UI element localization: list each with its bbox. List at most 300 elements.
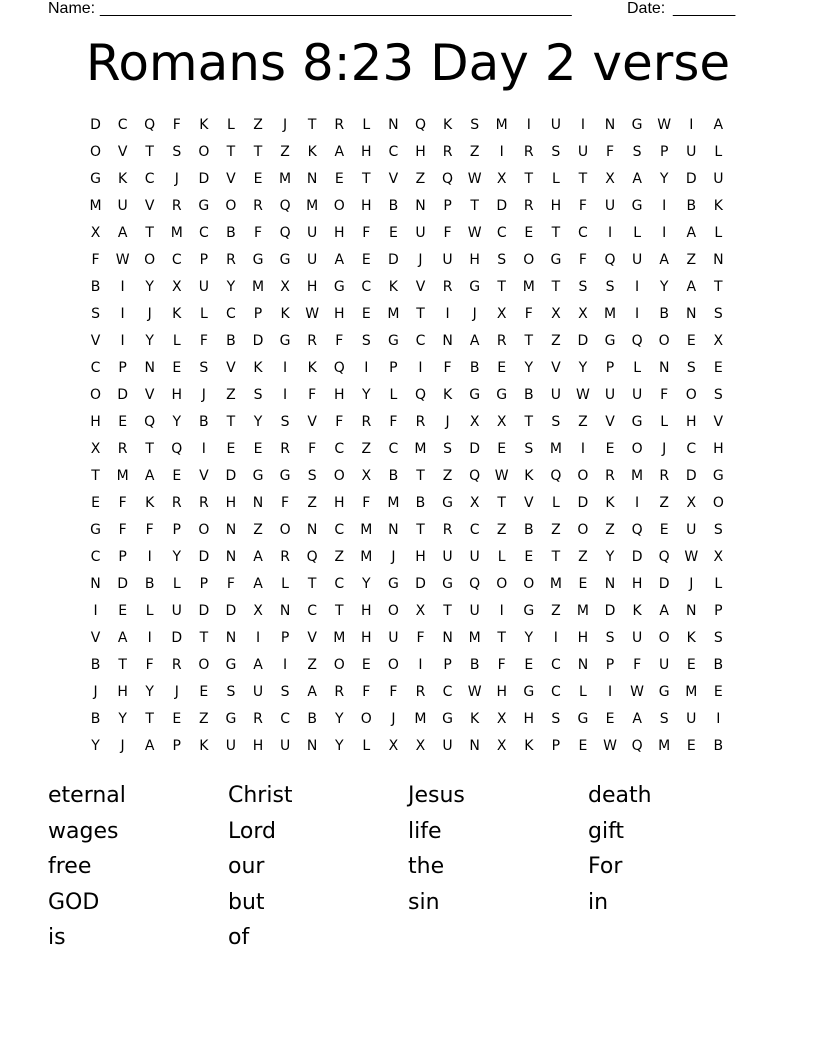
grid-letter: N [279, 603, 291, 619]
grid-letter: W [494, 468, 509, 484]
grid-letter: N [144, 360, 155, 376]
grid-letter: O [198, 657, 210, 673]
grid-letter: T [199, 630, 209, 646]
word-row [48, 849, 768, 885]
grid-letter: J [445, 414, 450, 430]
grid-letter: I [662, 225, 667, 241]
grid-letter: B [713, 738, 724, 754]
grid-letter: J [283, 117, 288, 133]
grid-row [82, 652, 732, 679]
word-list-item: is [48, 925, 66, 951]
grid-letter: F [660, 387, 669, 403]
grid-letter: V [551, 360, 561, 376]
grid-letter: E [199, 684, 209, 700]
grid-letter: G [252, 468, 264, 484]
grid-letter: Z [415, 171, 426, 187]
grid-letter: B [388, 468, 399, 484]
grid-letter: W [657, 117, 672, 133]
grid-letter: E [713, 684, 723, 700]
grid-letter: H [225, 495, 237, 511]
grid-letter: R [226, 252, 236, 268]
grid-letter: C [578, 225, 588, 241]
grid-row [82, 166, 732, 193]
grid-letter: Z [686, 252, 697, 268]
grid-letter: A [686, 279, 697, 295]
grid-letter: N [686, 603, 697, 619]
grid-letter: G [631, 117, 643, 133]
grid-letter: R [171, 657, 182, 673]
grid-letter: Y [145, 333, 154, 349]
grid-letter: E [713, 360, 723, 376]
grid-letter: U [686, 522, 697, 538]
grid-letter: U [279, 738, 291, 754]
grid-letter: H [415, 549, 426, 565]
grid-letter: J [201, 387, 206, 403]
grid-letter: E [226, 441, 236, 457]
grid-row [82, 679, 732, 706]
grid-letter: I [716, 711, 721, 727]
grid-letter: O [198, 522, 210, 538]
grid-letter: Q [414, 117, 426, 133]
grid-letter: H [117, 684, 128, 700]
grid-letter: M [522, 279, 535, 295]
grid-letter: C [280, 711, 290, 727]
grid-row [82, 301, 732, 328]
grid-letter: J [120, 738, 125, 754]
grid-letter: K [388, 279, 398, 295]
grid-letter: K [307, 360, 317, 376]
grid-letter: Y [578, 360, 588, 376]
grid-letter: G [225, 657, 237, 673]
grid-letter: X [496, 414, 507, 430]
grid-letter: U [307, 252, 318, 268]
grid-letter: E [361, 657, 371, 673]
grid-letter: K [145, 495, 155, 511]
grid-letter: H [361, 630, 372, 646]
grid-letter: O [144, 252, 156, 268]
grid-letter: Z [226, 387, 236, 403]
grid-letter: B [144, 576, 155, 592]
grid-letter: U [631, 387, 643, 403]
grid-letter: G [198, 198, 210, 214]
grid-letter: H [171, 387, 183, 403]
word-list-item: Jesus [408, 783, 465, 808]
grid-row [82, 706, 732, 733]
grid-letter: R [280, 441, 290, 457]
grid-letter: E [686, 657, 696, 673]
grid-letter: X [713, 333, 724, 349]
grid-letter: W [305, 306, 320, 322]
grid-letter: R [280, 549, 290, 565]
grid-letter: T [362, 171, 371, 187]
grid-letter: F [389, 684, 398, 700]
grid-letter: M [414, 711, 427, 727]
grid-letter: Y [524, 630, 534, 646]
grid-letter: Y [334, 738, 344, 754]
grid-letter: F [605, 144, 615, 160]
grid-letter: Q [550, 468, 562, 484]
grid-letter: A [659, 252, 669, 268]
word-list-item: sin [408, 889, 440, 915]
grid-letter: M [495, 117, 508, 133]
grid-letter: N [604, 117, 616, 133]
grid-letter: T [226, 144, 236, 160]
grid-letter: X [253, 603, 263, 619]
grid-letter: M [576, 603, 589, 619]
grid-letter: S [91, 306, 100, 322]
date-field[interactable]: _______ [673, 0, 736, 17]
grid-letter: Z [199, 711, 209, 727]
grid-letter: J [662, 441, 667, 457]
grid-letter: I [526, 117, 531, 133]
grid-letter: H [469, 252, 480, 268]
grid-letter: V [199, 468, 209, 484]
grid-letter: C [469, 522, 480, 538]
grid-letter: E [361, 306, 371, 322]
grid-letter: O [360, 711, 372, 727]
grid-letter: O [631, 441, 643, 457]
grid-letter: V [226, 171, 236, 187]
grid-letter: T [226, 414, 236, 430]
grid-letter: G [387, 576, 399, 592]
grid-row [82, 220, 732, 247]
grid-letter: R [253, 711, 263, 727]
grid-letter: B [415, 495, 426, 511]
word-list-item: eternal [48, 783, 126, 808]
grid-letter: U [659, 657, 670, 673]
grid-letter: I [499, 144, 504, 160]
grid-letter: O [333, 657, 345, 673]
grid-letter: Y [659, 171, 669, 187]
grid-letter: I [607, 225, 613, 241]
grid-letter: J [391, 711, 396, 727]
word-list-item: Christ [228, 783, 293, 808]
name-field[interactable]: _____________________________________________________ [100, 0, 572, 17]
grid-row [82, 490, 732, 517]
grid-letter: G [442, 576, 453, 592]
grid-letter: X [280, 279, 290, 295]
grid-letter: M [549, 441, 562, 457]
grid-row [82, 598, 732, 625]
grid-letter: X [496, 306, 507, 322]
grid-letter: D [90, 117, 101, 133]
grid-letter: D [117, 387, 128, 403]
grid-letter: H [361, 198, 372, 214]
grid-letter: Y [524, 360, 534, 376]
grid-letter: I [147, 549, 152, 565]
grid-letter: D [252, 333, 264, 349]
grid-letter: J [147, 306, 152, 322]
grid-letter: D [415, 576, 426, 592]
grid-letter: K [713, 198, 723, 214]
grid-letter: M [658, 738, 671, 754]
grid-letter: I [662, 198, 667, 214]
grid-letter: Z [334, 549, 345, 565]
grid-letter: T [524, 414, 534, 430]
grid-letter: F [443, 225, 452, 241]
grid-letter: M [360, 549, 373, 565]
grid-letter: R [496, 333, 507, 349]
grid-row [82, 625, 732, 652]
grid-letter: T [524, 333, 534, 349]
grid-letter: Y [362, 387, 371, 403]
grid-letter: S [226, 684, 236, 700]
grid-letter: B [90, 657, 101, 673]
word-list-item: in [588, 889, 609, 915]
word-list-item: our [228, 854, 265, 880]
grid-letter: O [225, 198, 237, 214]
grid-letter: M [468, 630, 481, 646]
grid-letter: V [117, 144, 128, 160]
grid-letter: H [415, 144, 426, 160]
grid-letter: G [442, 495, 453, 511]
grid-row [82, 328, 732, 355]
grid-letter: T [497, 630, 506, 646]
grid-letter: S [470, 117, 480, 133]
grid-letter: F [226, 576, 235, 592]
grid-letter: I [607, 684, 613, 700]
grid-letter: A [632, 171, 642, 187]
word-row [48, 778, 768, 814]
grid-letter: F [199, 333, 208, 349]
grid-letter: S [280, 414, 290, 430]
grid-letter: Q [414, 387, 426, 403]
grid-letter: D [388, 252, 399, 268]
grid-letter: P [443, 198, 452, 214]
grid-letter: D [171, 630, 183, 646]
grid-letter: T [416, 468, 425, 484]
grid-letter: G [90, 171, 101, 187]
grid-letter: H [577, 630, 589, 646]
grid-letter: Q [631, 333, 643, 349]
grid-letter: K [524, 738, 534, 754]
grid-letter: S [361, 333, 371, 349]
grid-letter: E [172, 711, 182, 727]
grid-letter: G [442, 711, 453, 727]
grid-letter: B [226, 225, 236, 241]
grid-letter: T [416, 306, 425, 322]
grid-letter: L [714, 576, 723, 592]
grid-letter: U [252, 684, 264, 700]
grid-letter: H [523, 711, 535, 727]
grid-letter: K [199, 738, 209, 754]
grid-letter: A [713, 117, 724, 133]
grid-letter: T [145, 711, 154, 727]
grid-letter: F [524, 306, 533, 322]
grid-letter: W [467, 684, 482, 700]
grid-letter: J [689, 576, 694, 592]
grid-letter: K [524, 468, 534, 484]
grid-letter: S [578, 279, 588, 295]
grid-letter: U [171, 603, 182, 619]
grid-letter: X [469, 495, 480, 511]
grid-letter: B [469, 360, 480, 376]
grid-letter: O [333, 468, 345, 484]
grid-letter: C [307, 603, 318, 619]
grid-letter: Z [307, 495, 317, 511]
grid-letter: D [577, 495, 589, 511]
grid-letter: E [334, 171, 344, 187]
grid-letter: G [90, 522, 101, 538]
grid-letter: A [632, 711, 642, 727]
grid-letter: Y [145, 279, 154, 295]
grid-letter: I [201, 441, 206, 457]
word-list-item: GOD [48, 889, 100, 915]
grid-letter: J [174, 684, 179, 700]
grid-letter: O [658, 630, 670, 646]
grid-letter: Y [659, 279, 669, 295]
grid-letter: V [524, 495, 534, 511]
grid-letter: Z [578, 414, 588, 430]
grid-letter: X [496, 171, 507, 187]
grid-letter: E [686, 333, 696, 349]
grid-letter: B [388, 198, 399, 214]
grid-letter: R [198, 495, 209, 511]
grid-letter: Y [172, 414, 182, 430]
grid-letter: X [90, 441, 101, 457]
grid-letter: U [550, 387, 561, 403]
grid-letter: K [172, 306, 182, 322]
grid-letter: P [659, 144, 669, 160]
grid-letter: M [251, 279, 265, 295]
grid-letter: P [389, 360, 398, 376]
grid-letter: I [120, 333, 125, 349]
grid-letter: A [253, 549, 263, 565]
grid-letter: G [387, 333, 399, 349]
grid-letter: R [361, 414, 372, 430]
grid-letter: P [443, 657, 452, 673]
grid-letter: L [199, 306, 208, 322]
grid-letter: T [145, 225, 154, 241]
grid-row [82, 409, 732, 436]
grid-letter: S [632, 144, 642, 160]
grid-letter: G [252, 252, 264, 268]
grid-letter: L [714, 144, 723, 160]
grid-letter: O [496, 576, 508, 592]
grid-letter: L [579, 684, 587, 700]
grid-letter: F [633, 657, 642, 673]
grid-letter: T [497, 495, 506, 511]
grid-letter: U [604, 387, 616, 403]
grid-letter: X [686, 495, 697, 511]
word-list-item: For [588, 854, 623, 880]
grid-letter: Z [442, 468, 453, 484]
grid-letter: L [714, 225, 723, 241]
grid-letter: O [333, 198, 345, 214]
grid-letter: E [91, 495, 100, 511]
grid-letter: V [307, 414, 317, 430]
grid-letter: U [415, 225, 426, 241]
grid-letter: G [712, 468, 724, 484]
grid-letter: U [388, 630, 399, 646]
grid-letter: I [635, 279, 640, 295]
grid-letter: A [253, 576, 263, 592]
grid-letter: E [578, 576, 588, 592]
grid-letter: P [118, 549, 127, 565]
grid-letter: C [415, 333, 426, 349]
grid-letter: B [307, 711, 317, 727]
grid-letter: S [551, 414, 561, 430]
grid-letter: B [713, 657, 724, 673]
grid-letter: W [467, 171, 482, 187]
name-label: Name: [48, 0, 96, 17]
word-row [48, 920, 768, 956]
grid-letter: G [550, 252, 562, 268]
grid-row [82, 355, 732, 382]
grid-letter: M [603, 306, 617, 322]
grid-letter: T [253, 144, 263, 160]
word-list-item: wages [48, 818, 119, 844]
grid-letter: T [551, 279, 561, 295]
grid-letter: D [496, 198, 508, 214]
grid-row [82, 247, 732, 274]
grid-letter: H [550, 198, 562, 214]
grid-letter: H [713, 441, 724, 457]
grid-letter: S [172, 144, 182, 160]
grid-letter: X [605, 171, 615, 187]
grid-letter: N [415, 198, 426, 214]
grid-letter: I [418, 657, 423, 673]
grid-letter: E [172, 360, 182, 376]
grid-letter: W [467, 225, 482, 241]
grid-letter: A [117, 225, 128, 241]
grid-letter: I [635, 306, 640, 322]
grid-letter: F [253, 225, 263, 241]
grid-letter: N [388, 117, 399, 133]
grid-letter: F [362, 225, 371, 241]
grid-letter: P [280, 630, 290, 646]
grid-letter: I [580, 117, 586, 133]
grid-letter: M [631, 468, 644, 484]
grid-letter: A [144, 738, 155, 754]
grid-letter: G [523, 603, 535, 619]
grid-letter: J [418, 252, 423, 268]
grid-letter: R [605, 468, 615, 484]
grid-letter: X [388, 738, 399, 754]
grid-letter: O [577, 522, 589, 538]
grid-letter: D [685, 171, 697, 187]
grid-letter: Z [551, 333, 561, 349]
grid-letter: R [523, 144, 534, 160]
grid-letter: U [225, 738, 237, 754]
grid-letter: M [170, 225, 183, 241]
grid-letter: H [333, 225, 345, 241]
grid-letter: M [306, 198, 319, 214]
grid-letter: X [361, 468, 372, 484]
grid-letter: L [660, 414, 669, 430]
grid-letter: Y [605, 549, 615, 565]
grid-letter: E [118, 603, 128, 619]
grid-letter: Q [333, 360, 345, 376]
grid-letter: P [714, 603, 723, 619]
grid-letter: S [605, 279, 615, 295]
grid-letter: W [684, 549, 699, 565]
grid-letter: A [686, 225, 697, 241]
grid-letter: Q [279, 225, 291, 241]
grid-letter: F [91, 252, 100, 268]
grid-letter: Z [280, 144, 290, 160]
grid-letter: Z [307, 657, 317, 673]
grid-letter: G [333, 279, 345, 295]
grid-letter: U [442, 738, 453, 754]
grid-letter: V [90, 333, 101, 349]
grid-letter: X [469, 414, 480, 430]
grid-letter: B [199, 414, 209, 430]
grid-letter: M [89, 198, 102, 214]
grid-letter: P [199, 576, 209, 592]
grid-letter: C [550, 684, 561, 700]
grid-letter: R [334, 117, 345, 133]
